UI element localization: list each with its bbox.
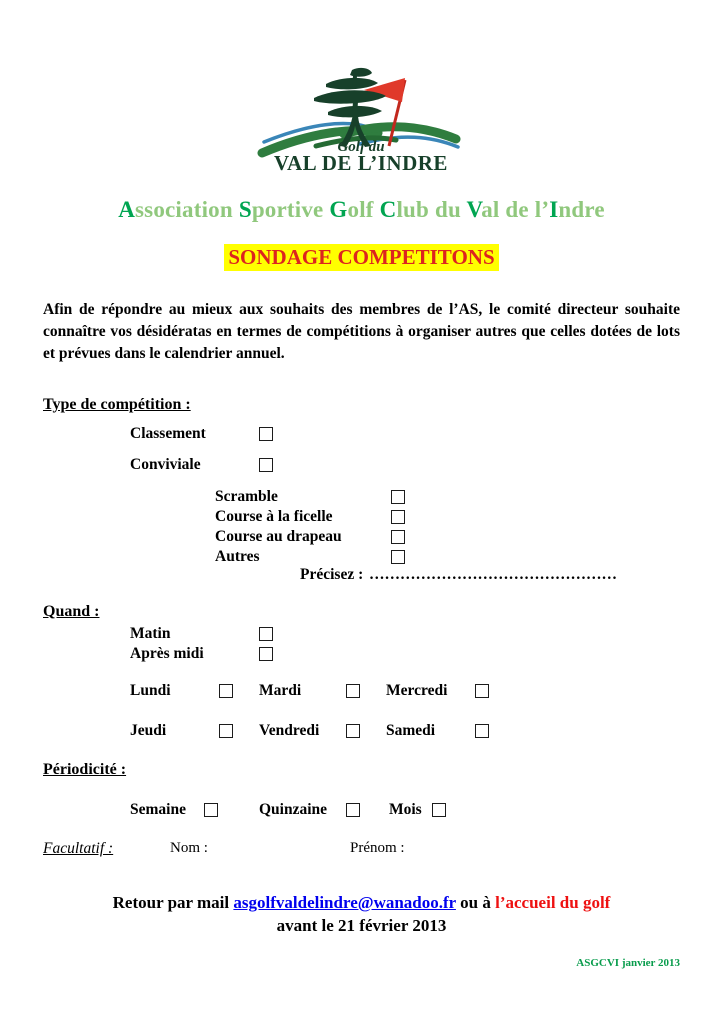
logo-bottom-text: VAL DE L’INDRE bbox=[274, 151, 448, 175]
days-row bbox=[0, 682, 723, 704]
type-item-row bbox=[0, 456, 723, 478]
section-heading-periodicite: Périodicité : bbox=[43, 761, 127, 778]
quand-item-row bbox=[0, 625, 723, 647]
checkbox-mois[interactable] bbox=[432, 803, 446, 817]
text-segment: ssociation bbox=[135, 197, 239, 222]
checkbox-course-drapeau[interactable] bbox=[391, 530, 405, 544]
type-sub-item-row bbox=[0, 528, 723, 550]
survey-banner: SONDAGE COMPETITONS bbox=[224, 244, 498, 271]
type-item-label: Classement bbox=[130, 425, 206, 442]
checkbox-jeudi[interactable] bbox=[219, 724, 233, 738]
type-sub-item-row bbox=[0, 488, 723, 510]
checkbox-mardi[interactable] bbox=[346, 684, 360, 698]
day-label: Jeudi bbox=[130, 722, 167, 739]
checkbox-apres-midi[interactable] bbox=[259, 647, 273, 661]
type-sub-item-label: Autres bbox=[215, 548, 260, 565]
facultatif-row bbox=[0, 840, 723, 862]
footer-deadline-line: avant le 21 février 2013 bbox=[276, 916, 447, 935]
text-segment: al de l’ bbox=[481, 197, 550, 222]
golf-club-logo bbox=[256, 54, 466, 176]
email-link[interactable]: asgolfvaldelindre@wanadoo.fr bbox=[233, 893, 456, 912]
section-heading-type: Type de compétition : bbox=[43, 396, 191, 413]
logo-top-text: Golf du bbox=[337, 139, 385, 155]
type-item-label: Conviviale bbox=[130, 456, 201, 473]
page-title bbox=[0, 197, 723, 223]
checkbox-lundi[interactable] bbox=[219, 684, 233, 698]
checkbox-mercredi[interactable] bbox=[475, 684, 489, 698]
checkbox-quinzaine[interactable] bbox=[346, 803, 360, 817]
checkbox-vendredi[interactable] bbox=[346, 724, 360, 738]
periodicite-option-label: Semaine bbox=[130, 801, 186, 818]
text-segment: olf bbox=[347, 197, 380, 222]
text-segment: C bbox=[379, 197, 397, 222]
text-segment: V bbox=[466, 197, 482, 222]
nom-label: Nom : bbox=[170, 840, 208, 856]
footer-return-line bbox=[0, 893, 723, 913]
type-sub-item-label: Scramble bbox=[215, 488, 278, 505]
text-segment: A bbox=[118, 197, 136, 222]
footer-accent-text: l’accueil du golf bbox=[495, 893, 611, 912]
prenom-label: Prénom : bbox=[350, 840, 405, 856]
text-segment: lub du bbox=[396, 197, 467, 222]
section-heading-quand: Quand : bbox=[43, 603, 100, 620]
text-segment: I bbox=[549, 197, 559, 222]
text-segment: S bbox=[238, 197, 252, 222]
type-sub-item-row bbox=[0, 508, 723, 530]
banner-row bbox=[0, 244, 723, 271]
footer-text: ou à bbox=[455, 893, 496, 912]
quand-item-row bbox=[0, 645, 723, 667]
text-segment: ndre bbox=[558, 197, 605, 222]
checkbox-semaine[interactable] bbox=[204, 803, 218, 817]
facultatif-heading: Facultatif : bbox=[43, 840, 114, 857]
type-sub-item-label: Course à la ficelle bbox=[215, 508, 333, 525]
periodicite-option-label: Mois bbox=[389, 801, 422, 818]
text-segment: portive bbox=[251, 197, 330, 222]
days-row bbox=[0, 722, 723, 744]
type-item-row bbox=[0, 425, 723, 447]
precisez-label: Précisez : bbox=[300, 566, 364, 583]
periodicite-row bbox=[0, 801, 723, 823]
quand-item-label: Après midi bbox=[130, 645, 204, 662]
checkbox-conviviale[interactable] bbox=[259, 458, 273, 472]
day-label: Vendredi bbox=[259, 722, 320, 739]
checkbox-autres[interactable] bbox=[391, 550, 405, 564]
type-sub-item-label: Course au drapeau bbox=[215, 528, 342, 545]
checkbox-scramble[interactable] bbox=[391, 490, 405, 504]
checkbox-course-ficelle[interactable] bbox=[391, 510, 405, 524]
periodicite-option-label: Quinzaine bbox=[259, 801, 328, 818]
checkbox-matin[interactable] bbox=[259, 627, 273, 641]
checkbox-classement[interactable] bbox=[259, 427, 273, 441]
footer-text: Retour par mail bbox=[112, 893, 234, 912]
day-label: Mardi bbox=[259, 682, 302, 699]
document-credit: ASGCVI janvier 2013 bbox=[576, 957, 680, 969]
precisez-dotted-field: ………………………………………… bbox=[369, 566, 617, 583]
day-label: Samedi bbox=[386, 722, 436, 739]
quand-item-label: Matin bbox=[130, 625, 171, 642]
day-label: Mercredi bbox=[386, 682, 448, 699]
intro-paragraph: Afin de répondre au mieux aux souhaits des membres de l’AS, le comité directeur souhaite connaître vos désidératas en termes de compétitions à organiser autres que celles dotées de lots et prévues dans le calendrier annuel. bbox=[43, 301, 680, 362]
precisez-row bbox=[0, 566, 723, 588]
checkbox-samedi[interactable] bbox=[475, 724, 489, 738]
text-segment: G bbox=[329, 197, 348, 222]
day-label: Lundi bbox=[130, 682, 171, 699]
